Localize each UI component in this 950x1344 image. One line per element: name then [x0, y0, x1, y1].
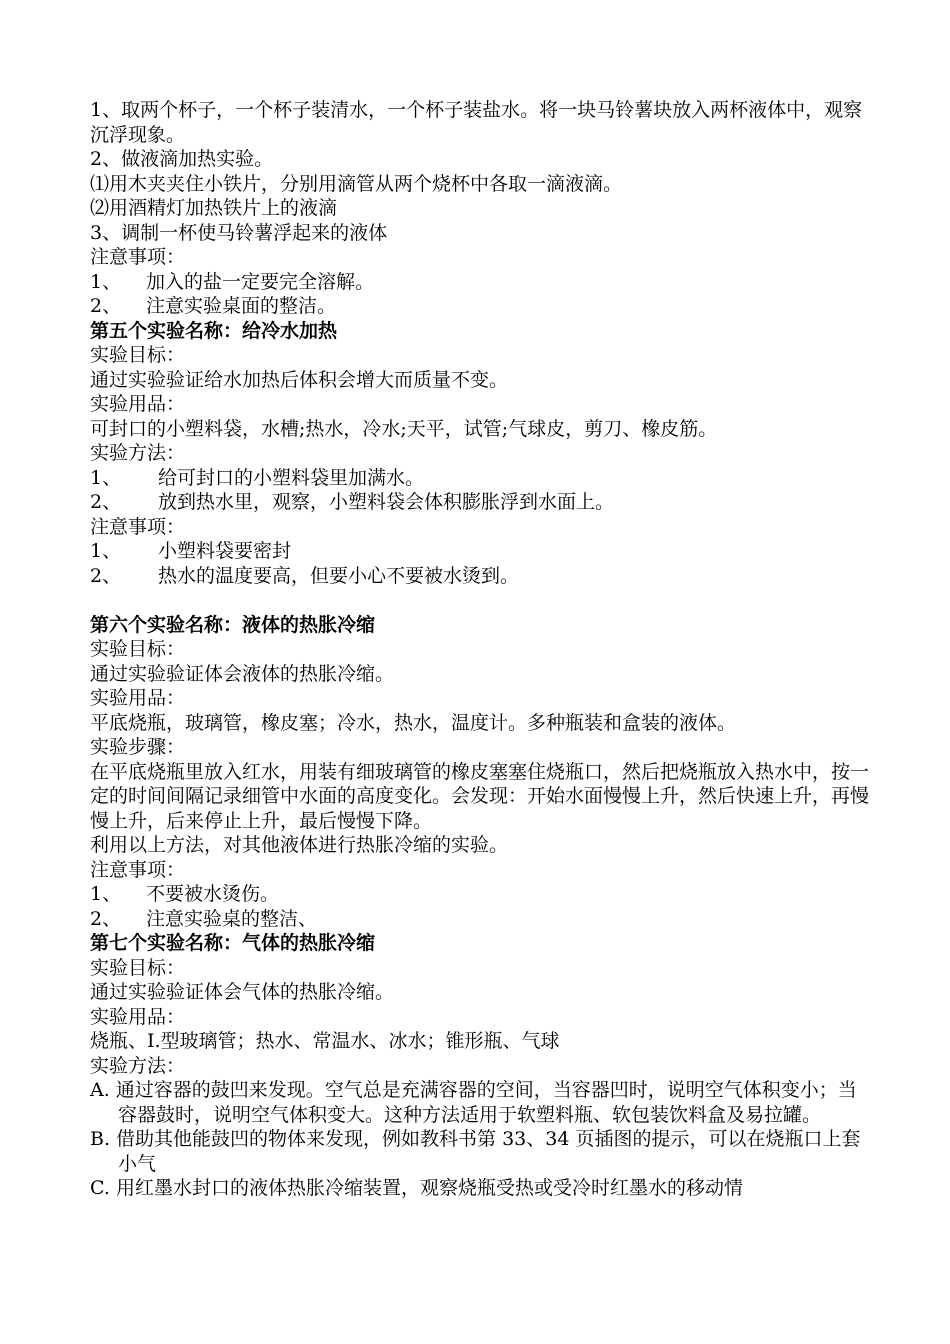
exp6-goal-label: 实验目标：	[90, 638, 186, 660]
note-item	[90, 270, 870, 295]
step-2b: ⑵用酒精灯加热铁片上的液滴	[90, 197, 338, 219]
step-3: 3、调制一杯使马铃薯浮起来的液体	[90, 221, 388, 244]
step-2a: ⑴用木夹夹住小铁片，分别用滴管从两个烧杯中各取一滴液滴。	[90, 172, 623, 195]
exp5-supplies: 可封口的小塑料袋，水槽;热水，冷水;天平，试管;气球皮，剪刀、橡皮筋。	[90, 417, 718, 440]
note-text: 不要被水烫伤。	[146, 883, 280, 905]
exp7-supplies-label: 实验用品：	[90, 1005, 186, 1028]
note-number: 1、	[90, 883, 122, 905]
exp6-notes-label: 注意事项：	[90, 858, 186, 881]
note-number: 2、	[90, 295, 122, 317]
exp5-supplies-label: 实验用品：	[90, 393, 186, 415]
exp6-steps-label: 实验步骤：	[90, 736, 186, 758]
note-text: 热水的温度要高，但要小心不要被水烫到。	[158, 564, 520, 587]
exp7-goal: 通过实验验证体会气体的热胀冷缩。	[90, 981, 395, 1003]
note-item	[90, 294, 870, 319]
method-number: 2、	[90, 491, 122, 513]
note-item	[90, 539, 870, 564]
note-number: 1、	[90, 270, 122, 293]
exp5-method-label: 实验方法：	[90, 442, 186, 464]
note-item	[90, 882, 870, 907]
exp6-supplies-label: 实验用品：	[90, 687, 186, 709]
exp5-title: 第五个实验名称：给冷水加热	[90, 319, 338, 342]
exp7-title: 第七个实验名称：气体的热胀冷缩	[90, 932, 376, 954]
exp7-supplies: 烧瓶、I.型玻璃管；热水、常温水、冰水；锥形瓶、气球	[90, 1030, 560, 1052]
exp7-goal-label: 实验目标：	[90, 956, 186, 979]
note-number: 2、	[90, 907, 122, 930]
exp5-notes-label: 注意事项：	[90, 515, 186, 538]
method-text: 放到热水里，观察，小塑料袋会体积膨胀浮到水面上。	[158, 491, 615, 513]
method-item	[90, 490, 870, 515]
exp7-method-label: 实验方法：	[90, 1054, 186, 1077]
note-text: 注意实验桌面的整洁。	[146, 295, 337, 317]
exp6-supplies: 平底烧瓶，玻璃管，橡皮塞；冷水，热水，温度计。多种瓶装和盒装的液体。	[90, 711, 737, 734]
exp6-goal: 通过实验验证体会液体的热胀冷缩。	[90, 662, 395, 685]
note-item	[90, 564, 870, 589]
step-1: 1、取两个杯子，一个杯子装清水，一个杯子装盐水。将一块马铃薯块放入两杯液体中，观察沉浮现象。	[90, 99, 863, 146]
note-number: 1、	[90, 540, 122, 562]
exp6-steps-extra: 利用以上方法，对其他液体进行热胀冷缩的实验。	[90, 834, 509, 856]
exp6-title: 第六个实验名称：液体的热胀冷缩	[90, 613, 376, 636]
step-2: 2、做液滴加热实验。	[90, 148, 274, 170]
document-page	[90, 98, 870, 1201]
method-item-b: B. 借助其他能鼓凹的物体来发现，例如教科书第 33、34 页插图的提示，可以在烧瓶口上套小气	[90, 1128, 861, 1175]
method-item	[90, 466, 870, 491]
notes-label: 注意事项：	[90, 246, 186, 268]
note-item	[90, 907, 870, 932]
note-number: 2、	[90, 564, 122, 587]
note-text: 注意实验桌的整洁、	[146, 907, 318, 930]
exp5-goal-label: 实验目标：	[90, 344, 186, 366]
exp5-goal: 通过实验验证给水加热后体积会增大而质量不变。	[90, 368, 509, 391]
method-text: 给可封口的小塑料袋里加满水。	[158, 466, 425, 489]
note-text: 小塑料袋要密封	[158, 540, 292, 562]
exp6-steps-text: 在平底烧瓶里放入红水，用装有细玻璃管的橡皮塞塞住烧瓶口，然后把烧瓶放入热水中，按一定的时间间隔记录细管中水面的高度变化。会发现：开始水面慢慢上升，然后快速上升，再慢慢上升，后来停止上升，最后慢慢下降。	[90, 760, 870, 832]
method-number: 1、	[90, 466, 122, 489]
blank-line	[90, 588, 870, 613]
method-item-c: C. 用红墨水封口的液体热胀冷缩装置，观察烧瓶受热或受冷时红墨水的移动情	[90, 1177, 743, 1199]
method-item-a: A. 通过容器的鼓凹来发现。空气总是充满容器的空间，当容器凹时，说明空气体积变小；当容器鼓时，说明空气体积变大。这种方法适用于软塑料瓶、软包装饮料盒及易拉罐。	[90, 1079, 857, 1126]
note-text: 加入的盐一定要完全溶解。	[146, 270, 375, 293]
